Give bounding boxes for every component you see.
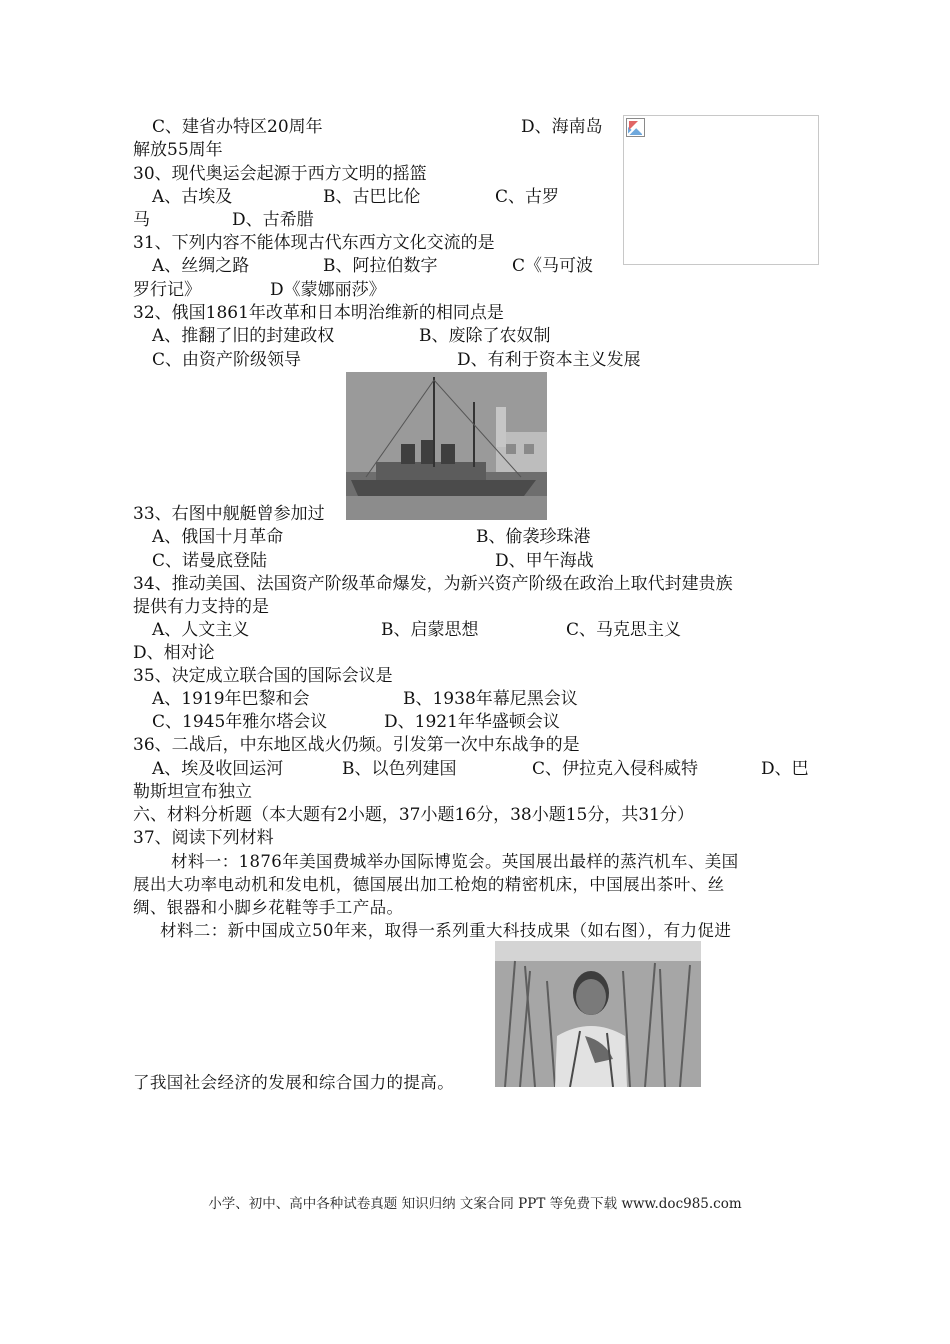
material-1-line-1: 材料一：1876年美国费城举办国际博览会。英国展出最样的蒸汽机车、美国: [171, 852, 739, 871]
line-2: 解放55周年: [133, 140, 223, 160]
q36-option-d-cont: 勒斯坦宣布独立: [133, 782, 252, 802]
q36-option-b: B、以色列建国: [342, 759, 457, 779]
q34-option-b: B、启蒙思想: [381, 620, 479, 640]
question-32: 32、俄国1861年改革和日本明治维新的相同点是: [133, 303, 504, 323]
page-footer: 小学、初中、高中各种试卷真题 知识归纳 文案合同 PPT 等免费下载 www.doc985.com: [208, 1196, 742, 1212]
q31-option-a: A、丝绸之路: [152, 256, 250, 276]
placeholder-image-frame: [623, 115, 819, 265]
q36-option-c: C、伊拉克入侵科威特: [532, 759, 699, 779]
q33-option-d: D、甲午海战: [495, 551, 594, 571]
q34-option-c: C、马克思主义: [566, 620, 682, 640]
q35-option-c: C、1945年雅尔塔会议: [152, 712, 328, 732]
line-1a: C、建省办特区20周年: [152, 117, 323, 137]
scientist-rice-field-photo: [495, 941, 701, 1087]
q30-option-c-cont: 马: [133, 210, 150, 230]
q32-option-d: D、有利于资本主义发展: [457, 350, 641, 370]
line-1b: D、海南岛: [521, 117, 603, 137]
material-1-line-3: 绸、银器和小脚乡花鞋等手工产品。: [133, 898, 404, 917]
q31-option-c-cont: 罗行记》: [133, 280, 201, 300]
question-37: 37、阅读下列材料: [133, 828, 274, 848]
q31-option-b: B、阿拉伯数字: [323, 256, 438, 276]
q30-option-c: C、古罗: [495, 187, 560, 207]
q35-option-b: B、1938年幕尼黑会议: [403, 689, 578, 709]
material-2-line-1: 材料二：新中国成立50年来，取得一系列重大科技成果（如右图），有力促进: [160, 921, 732, 940]
q35-option-a: A、1919年巴黎和会: [152, 689, 310, 709]
q33-option-a: A、俄国十月革命: [152, 527, 284, 547]
q30-option-a: A、古埃及: [152, 187, 233, 207]
q30-option-d: D、古希腊: [232, 210, 314, 230]
q34-option-a: A、人文主义: [152, 620, 250, 640]
question-34-cont: 提供有力支持的是: [133, 597, 269, 617]
q36-option-a: A、埃及收回运河: [152, 759, 284, 779]
q32-option-b: B、废除了农奴制: [419, 326, 551, 346]
q36-option-d: D、巴: [761, 759, 809, 779]
material-1-line-2: 展出大功率电动机和发电机，德国展出加工枪炮的精密机床，中国展出茶叶、丝: [133, 875, 725, 894]
rice-field-illustration: [495, 941, 701, 1087]
question-33: 33、右图中舰艇曾参加过: [133, 504, 325, 524]
question-31: 31、下列内容不能体现古代东西方文化交流的是: [133, 233, 495, 253]
q30-option-b: B、古巴比伦: [323, 187, 421, 207]
q33-option-b: B、偷袭珍珠港: [476, 527, 591, 547]
q31-option-c: C《马可波: [512, 256, 594, 276]
q33-option-c: C、诺曼底登陆: [152, 551, 268, 571]
q34-option-d: D、相对论: [133, 643, 215, 663]
section-6-heading: 六、材料分析题（本大题有2小题，37小题16分，38小题15分，共31分）: [133, 805, 694, 825]
q32-option-a: A、推翻了旧的封建政权: [152, 326, 335, 346]
material-2-line-2: 了我国社会经济的发展和综合国力的提高。: [133, 1073, 455, 1092]
warship-illustration: [346, 372, 547, 520]
q31-option-d: D《蒙娜丽莎》: [270, 280, 386, 300]
question-36: 36、二战后，中东地区战火仍频。引发第一次中东战争的是: [133, 735, 580, 755]
broken-image-icon: [626, 118, 646, 138]
question-35: 35、决定成立联合国的国际会议是: [133, 666, 393, 686]
question-34: 34、推动美国、法国资产阶级革命爆发，为新兴资产阶级在政治上取代封建贵族: [133, 574, 733, 594]
q32-option-c: C、由资产阶级领导: [152, 350, 302, 370]
q35-option-d: D、1921年华盛顿会议: [384, 712, 560, 732]
warship-photo: [346, 372, 547, 520]
question-30: 30、现代奥运会起源于西方文明的摇篮: [133, 164, 427, 184]
